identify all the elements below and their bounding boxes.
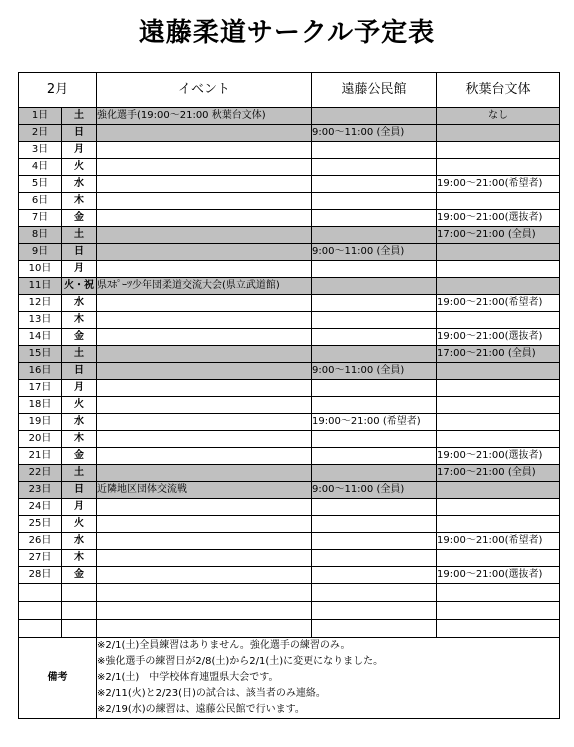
kouminkan-cell bbox=[312, 159, 437, 176]
kouminkan-cell bbox=[312, 380, 437, 397]
kouminkan-cell bbox=[312, 346, 437, 363]
kouminkan-cell: 19:00～21:00 (希望者) bbox=[312, 414, 437, 431]
table-row bbox=[19, 567, 560, 584]
weekday-cell: 木 bbox=[62, 431, 97, 448]
kouminkan-cell bbox=[312, 567, 437, 584]
date-cell: 23日 bbox=[19, 482, 62, 499]
date-cell: 21日 bbox=[19, 448, 62, 465]
kouminkan-cell bbox=[312, 295, 437, 312]
event-cell bbox=[97, 176, 312, 193]
date-cell: 4日 bbox=[19, 159, 62, 176]
weekday-cell: 金 bbox=[62, 210, 97, 227]
akiba-cell: 19:00～21:00(選抜者) bbox=[437, 448, 560, 465]
event-cell bbox=[97, 142, 312, 159]
date-cell: 28日 bbox=[19, 567, 62, 584]
date-cell: 3日 bbox=[19, 142, 62, 159]
weekday-cell: 月 bbox=[62, 142, 97, 159]
blank-cell bbox=[312, 602, 437, 620]
date-cell: 9日 bbox=[19, 244, 62, 261]
schedule-table bbox=[18, 72, 560, 719]
kouminkan-cell bbox=[312, 550, 437, 567]
date-cell: 25日 bbox=[19, 516, 62, 533]
event-cell: 近隣地区団体交流戦 bbox=[97, 482, 312, 499]
event-cell bbox=[97, 567, 312, 584]
table-row bbox=[19, 295, 560, 312]
blank-row bbox=[19, 602, 560, 620]
blank-cell bbox=[97, 584, 312, 602]
date-cell: 11日 bbox=[19, 278, 62, 295]
kouminkan-cell: 9:00～11:00 (全員) bbox=[312, 244, 437, 261]
blank-cell bbox=[97, 602, 312, 620]
weekday-cell: 火・祝 bbox=[62, 278, 97, 295]
weekday-cell: 日 bbox=[62, 482, 97, 499]
weekday-cell: 火 bbox=[62, 516, 97, 533]
table-row bbox=[19, 312, 560, 329]
akiba-cell: 19:00～21:00(選抜者) bbox=[437, 210, 560, 227]
weekday-cell: 水 bbox=[62, 176, 97, 193]
akiba-cell bbox=[437, 193, 560, 210]
date-cell: 7日 bbox=[19, 210, 62, 227]
table-row bbox=[19, 397, 560, 414]
table-row bbox=[19, 363, 560, 380]
blank-cell bbox=[437, 620, 560, 638]
event-cell bbox=[97, 414, 312, 431]
table-row bbox=[19, 414, 560, 431]
blank-row bbox=[19, 620, 560, 638]
event-cell bbox=[97, 380, 312, 397]
header-event: イベント bbox=[97, 73, 312, 108]
event-cell bbox=[97, 363, 312, 380]
akiba-cell bbox=[437, 125, 560, 142]
akiba-cell: 19:00～21:00(希望者) bbox=[437, 176, 560, 193]
weekday-cell: 土 bbox=[62, 227, 97, 244]
blank-cell bbox=[312, 584, 437, 602]
date-cell: 26日 bbox=[19, 533, 62, 550]
akiba-cell: 19:00～21:00(希望者) bbox=[437, 295, 560, 312]
akiba-cell: なし bbox=[437, 108, 560, 125]
event-cell: 強化選手(19:00～21:00 秋葉台文体) bbox=[97, 108, 312, 125]
kouminkan-cell bbox=[312, 210, 437, 227]
note-line: ※2/1(土)全員練習はありません。強化選手の練習のみ。 bbox=[97, 640, 351, 651]
akiba-cell bbox=[437, 278, 560, 295]
table-row bbox=[19, 516, 560, 533]
blank-cell bbox=[437, 602, 560, 620]
header-month: 2月 bbox=[19, 73, 97, 108]
kouminkan-cell bbox=[312, 108, 437, 125]
akiba-cell bbox=[437, 414, 560, 431]
kouminkan-cell bbox=[312, 278, 437, 295]
event-cell bbox=[97, 329, 312, 346]
weekday-cell: 水 bbox=[62, 533, 97, 550]
weekday-cell: 木 bbox=[62, 193, 97, 210]
notes-row bbox=[19, 638, 560, 719]
akiba-cell bbox=[437, 499, 560, 516]
event-cell bbox=[97, 193, 312, 210]
event-cell bbox=[97, 125, 312, 142]
blank-row bbox=[19, 584, 560, 602]
table-row bbox=[19, 176, 560, 193]
date-cell: 13日 bbox=[19, 312, 62, 329]
weekday-cell: 金 bbox=[62, 448, 97, 465]
kouminkan-cell bbox=[312, 397, 437, 414]
date-cell: 19日 bbox=[19, 414, 62, 431]
table-row bbox=[19, 499, 560, 516]
event-cell bbox=[97, 448, 312, 465]
weekday-cell: 土 bbox=[62, 465, 97, 482]
table-row bbox=[19, 193, 560, 210]
page-title: 遠藤柔道サークル予定表 bbox=[138, 18, 436, 48]
akiba-cell: 19:00～21:00(希望者) bbox=[437, 533, 560, 550]
weekday-cell: 水 bbox=[62, 414, 97, 431]
weekday-cell: 日 bbox=[62, 244, 97, 261]
table-row bbox=[19, 465, 560, 482]
weekday-cell: 木 bbox=[62, 550, 97, 567]
blank-cell bbox=[62, 584, 97, 602]
event-cell: 県ｽﾎﾟｰﾂ少年団柔道交流大会(県立武道館) bbox=[97, 278, 312, 295]
date-cell: 20日 bbox=[19, 431, 62, 448]
date-cell: 18日 bbox=[19, 397, 62, 414]
table-row bbox=[19, 125, 560, 142]
event-cell bbox=[97, 431, 312, 448]
table-row bbox=[19, 482, 560, 499]
header-row bbox=[19, 73, 560, 108]
date-cell: 5日 bbox=[19, 176, 62, 193]
note-line: ※2/1(土) 中学校体育連盟県大会です。 bbox=[97, 672, 279, 683]
note-line: ※強化選手の練習日が2/8(土)から2/1(土)に変更になりました。 bbox=[97, 656, 384, 667]
table-row bbox=[19, 159, 560, 176]
event-cell bbox=[97, 227, 312, 244]
date-cell: 24日 bbox=[19, 499, 62, 516]
event-cell bbox=[97, 499, 312, 516]
weekday-cell: 月 bbox=[62, 380, 97, 397]
date-cell: 10日 bbox=[19, 261, 62, 278]
blank-cell bbox=[62, 620, 97, 638]
event-cell bbox=[97, 516, 312, 533]
notes-body bbox=[97, 638, 560, 719]
kouminkan-cell bbox=[312, 516, 437, 533]
notes-label: 備考 bbox=[19, 638, 97, 719]
table-row bbox=[19, 142, 560, 159]
header-akiba: 秋葉台文体 bbox=[437, 73, 560, 108]
weekday-cell: 水 bbox=[62, 295, 97, 312]
weekday-cell: 土 bbox=[62, 108, 97, 125]
date-cell: 27日 bbox=[19, 550, 62, 567]
akiba-cell bbox=[437, 431, 560, 448]
table-row bbox=[19, 380, 560, 397]
date-cell: 8日 bbox=[19, 227, 62, 244]
kouminkan-cell bbox=[312, 312, 437, 329]
table-row bbox=[19, 346, 560, 363]
event-cell bbox=[97, 159, 312, 176]
kouminkan-cell bbox=[312, 329, 437, 346]
kouminkan-cell bbox=[312, 142, 437, 159]
akiba-cell bbox=[437, 516, 560, 533]
date-cell: 12日 bbox=[19, 295, 62, 312]
table-row bbox=[19, 533, 560, 550]
event-cell bbox=[97, 550, 312, 567]
blank-cell bbox=[97, 620, 312, 638]
weekday-cell: 月 bbox=[62, 261, 97, 278]
kouminkan-cell bbox=[312, 499, 437, 516]
date-cell: 16日 bbox=[19, 363, 62, 380]
akiba-cell bbox=[437, 363, 560, 380]
date-cell: 15日 bbox=[19, 346, 62, 363]
table-row bbox=[19, 550, 560, 567]
blank-cell bbox=[437, 584, 560, 602]
akiba-cell bbox=[437, 142, 560, 159]
table-row bbox=[19, 329, 560, 346]
blank-cell bbox=[19, 620, 62, 638]
akiba-cell bbox=[437, 482, 560, 499]
weekday-cell: 土 bbox=[62, 346, 97, 363]
blank-cell bbox=[312, 620, 437, 638]
table-row bbox=[19, 431, 560, 448]
date-cell: 1日 bbox=[19, 108, 62, 125]
date-cell: 22日 bbox=[19, 465, 62, 482]
akiba-cell bbox=[437, 159, 560, 176]
table-row bbox=[19, 227, 560, 244]
akiba-cell bbox=[437, 261, 560, 278]
note-line: ※2/11(火)と2/23(日)の試合は、該当者のみ連絡。 bbox=[97, 688, 326, 699]
blank-cell bbox=[19, 584, 62, 602]
blank-cell bbox=[19, 602, 62, 620]
event-cell bbox=[97, 465, 312, 482]
kouminkan-cell: 9:00～11:00 (全員) bbox=[312, 363, 437, 380]
weekday-cell: 火 bbox=[62, 397, 97, 414]
akiba-cell: 17:00～21:00 (全員) bbox=[437, 227, 560, 244]
akiba-cell: 17:00～21:00 (全員) bbox=[437, 465, 560, 482]
kouminkan-cell: 9:00～11:00 (全員) bbox=[312, 482, 437, 499]
date-cell: 2日 bbox=[19, 125, 62, 142]
event-cell bbox=[97, 397, 312, 414]
weekday-cell: 日 bbox=[62, 363, 97, 380]
event-cell bbox=[97, 261, 312, 278]
kouminkan-cell bbox=[312, 227, 437, 244]
table-row bbox=[19, 261, 560, 278]
table-row bbox=[19, 210, 560, 227]
date-cell: 17日 bbox=[19, 380, 62, 397]
date-cell: 14日 bbox=[19, 329, 62, 346]
kouminkan-cell bbox=[312, 176, 437, 193]
kouminkan-cell bbox=[312, 193, 437, 210]
weekday-cell: 金 bbox=[62, 329, 97, 346]
event-cell bbox=[97, 244, 312, 261]
kouminkan-cell bbox=[312, 431, 437, 448]
akiba-cell: 19:00～21:00(選抜者) bbox=[437, 567, 560, 584]
akiba-cell bbox=[437, 397, 560, 414]
akiba-cell bbox=[437, 312, 560, 329]
blank-cell bbox=[62, 602, 97, 620]
table-row bbox=[19, 448, 560, 465]
akiba-cell: 19:00～21:00(選抜者) bbox=[437, 329, 560, 346]
akiba-cell bbox=[437, 244, 560, 261]
date-cell: 6日 bbox=[19, 193, 62, 210]
kouminkan-cell: 9:00～11:00 (全員) bbox=[312, 125, 437, 142]
event-cell bbox=[97, 295, 312, 312]
table-row bbox=[19, 244, 560, 261]
table-row bbox=[19, 108, 560, 125]
kouminkan-cell bbox=[312, 448, 437, 465]
akiba-cell bbox=[437, 380, 560, 397]
kouminkan-cell bbox=[312, 261, 437, 278]
weekday-cell: 火 bbox=[62, 159, 97, 176]
akiba-cell bbox=[437, 550, 560, 567]
kouminkan-cell bbox=[312, 533, 437, 550]
weekday-cell: 月 bbox=[62, 499, 97, 516]
weekday-cell: 木 bbox=[62, 312, 97, 329]
weekday-cell: 日 bbox=[62, 125, 97, 142]
header-kouminkan: 遠藤公民館 bbox=[312, 73, 437, 108]
table-row bbox=[19, 278, 560, 295]
event-cell bbox=[97, 346, 312, 363]
event-cell bbox=[97, 533, 312, 550]
event-cell bbox=[97, 312, 312, 329]
akiba-cell: 17:00～21:00 (全員) bbox=[437, 346, 560, 363]
weekday-cell: 金 bbox=[62, 567, 97, 584]
note-line: ※2/19(水)の練習は、遠藤公民館で行います。 bbox=[97, 704, 305, 715]
kouminkan-cell bbox=[312, 465, 437, 482]
event-cell bbox=[97, 210, 312, 227]
